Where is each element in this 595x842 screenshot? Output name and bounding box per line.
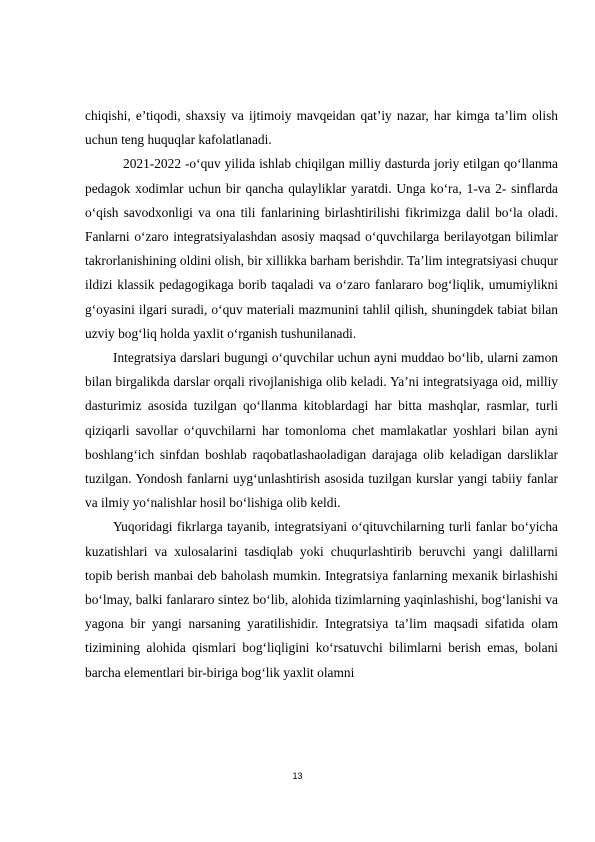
page-number: 13: [292, 771, 303, 781]
paragraph-integration-lessons: Integratsiya darslari bugungi o‘quvchilar uchun ayni muddao bo‘lib, ularni zamon bilan birgalikda darslar orqali rivojlanishiga olib keladi. Ya’ni integratsiyaga oid, milliy dasturimiz asosida tuzilgan qo‘llanma kitoblardagi har bitta mashqlar, rasmlar, turli qiziqarli savollar o‘quvchilarni har tomonloma chet mamlakatlar yoshlari bilan ayni boshlang‘ich sinfdan boshlab raqobatlashaoladigan darajaga olib keladigan darsliklar tuzilgan. Yondosh fanlarni uyg‘unlashtirish asosida tuzilgan kurslar yangi tabiiy fanlar va ilmiy yo‘nalishlar hosil bo‘lishiga olib keldi.: [85, 350, 558, 511]
body-text: [85, 104, 558, 685]
paragraph-continuation: chiqishi, e’tiqodi, shaxsiy va ijtimoiy mavqeidan qat’iy nazar, har kimga ta’lim olish uchun teng huquqlar kafolatlanadi.: [85, 108, 558, 148]
paragraph-conclusions: Yuqoridagi fikrlarga tayanib, integratsiyani o‘qituvchilarning turli fanlar bo‘yicha kuzatishlari va xulosalarini tasdiqlab yoki chuqurlashtirib beruvchi yangi dalillarni topib berish manbai deb baholash mumkin. Integratsiya fanlarning mexanik birlashishi bo‘lmay, balki fanlararo sintez bo‘lib, alohida tizimlarning yaqinlashishi, bog‘lanishi va yagona bir yangi narsaning yaratilishidir. Integratsiya ta’lim maqsadi sifatida olam tizimining alohida qismlari bog‘liqligini ko‘rsatuvchi bilimlarni berish emas, bolani barcha elementlari bir-biriga bog‘lik yaxlit olamni: [85, 519, 558, 680]
paragraph-national-program: 2021-2022 -o‘quv yilida ishlab chiqilgan milliy dasturda joriy etilgan qo‘llanma pedagok xodimlar uchun bir qancha qulayliklar yaratdi. Unga ko‘ra, 1-va 2- sinflarda o‘qish savodxonligi va ona tili fanlarining birlashtirilishi fikrimizga dalil bo‘la oladi. Fanlarni o‘zaro integratsiyalashdan asosiy maqsad o‘quvchilarga berilayotgan bilimlar takrorlanishining oldini olish, bir xillikka barham berishdir. Ta’lim integratsiyasi chuqur ildizi klassik pedagogikaga borib taqaladi va o‘zaro fanlararo bog‘liqlik, umumiylikni g‘oyasini ilgari suradi, o‘quv materiali mazmunini tahlil qilish, shuningdek tabiat bilan uzviy bog‘liq holda yaxlit o‘rganish tushunilanadi.: [85, 156, 558, 341]
